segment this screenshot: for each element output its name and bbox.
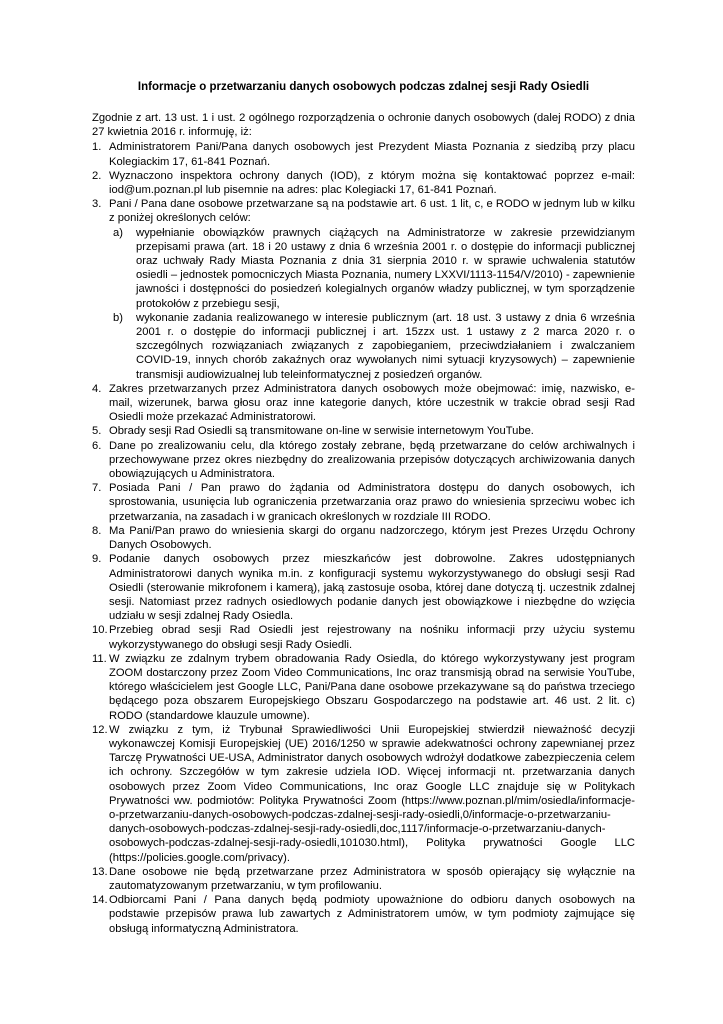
document-title: Informacje o przetwarzaniu danych osobowych podczas zdalnej sesji Rady Osiedli [137,81,590,93]
sub-list [109,226,635,382]
item-number: 7. [92,482,102,495]
item-text: Dane po zrealizowaniu celu, dla którego zostały zebrane, będą przetwarzane do celów archiwalnych i przechowywane przez okres niezbędny do zrealizowania przepisów dotyczących archiwizowania danych obowiązujących u Administratora. [109,439,635,481]
list-item [92,893,635,936]
item-text: Posiada Pani / Pan prawo do żądania od Administratora dostępu do danych osobowych, ich sprostowania, usunięcia lub ograniczenia przetwarzania oraz prawo do wniesienia sprzeciwu wobec ich przetwarzania, na zasadach i w granicach określonych w rozdziale III RODO. [109,482,635,523]
list-item [92,652,635,723]
list-item [92,197,635,382]
item-text: Zakres przetwarzanych przez Administratora danych osobowych może obejmować: imię, nazwisko, e-mail, wizerunek, barwa głosu oraz inne kategorie danych, które uczestnik w trakcie obrad sesji Rad Osiedli może przekazać Administratorowi. [109,382,635,424]
list-item [92,552,635,623]
item-number: 10. [92,624,108,637]
item-number: 11. [92,652,107,665]
item-text: W związku z tym, iż Trybunał Sprawiedliwości Unii Europejskiej stwierdził nieważność decyzji wykonawczej Komisji Europejskiej (UE) 2016/1250 w sprawie adekwatności ochrony zapewnianej przez Tarczę Prywatności UE-USA, Administrator danych osobowych wdrożył dodatkowe zabezpieczenia celem ich ochrony. Szczegółów w tym zakresie udziela IOD. Więcej informacji nt. przetwarzania danych osobowych przez Zoom Video Communications, Inc oraz Google LLC znajduje się w Politykach Prywatności ww. podmiotów: Polityka Prywatności Zoom (https://www.poznan.pl/mim/osiedla/informacje-o-przetwarzaniu-danych-osobowych-podczas-zdalnej-sesji-rady-osiedli,0/informacje-o-przetwarzaniu-danych-osobowych-podczas-zdalnej-sesji-rady-osiedli,doc,1117/informacje-o-przetwarzaniu-danych-osobowych-podczas-zdalnej-sesji-rady-osiedli,101030.html), Polityka prywatności Google LLC (https://policies.google.com/privacy). [109,723,635,864]
item-number: 12. [92,723,108,736]
sub-item-text: wypełnianie obowiązków prawnych ciążących na Administratorze w zakresie przewidzianym przepisami prawa (art. 18 i 20 ustawy z dnia 6 września 2001 r. o dostępie do informacji publicznej oraz uchwały Rady Miasta Poznania z dnia 31 sierpnia 2010 r. w sprawie uchwalenia statutów osiedli – jednostek pomocniczych Miasta Poznania, numery LXXVI/1113-1154/V/2010) - zapewnienie jawności i dostępności do posiedzeń kolegialnych organów władzy publicznej, w tym sporządzenie protokołów z przebiegu sesji, [136,226,635,310]
item-number: 1. [92,141,102,154]
list-item [92,623,635,651]
list-item [92,481,635,524]
item-text: Administratorem Pani/Pana danych osobowych jest Prezydent Miasta Poznania z siedzibą przy placu Kolegiackim 17, 61-841 Poznań. [109,141,635,168]
list-item [92,723,635,865]
list-item [92,382,635,425]
list-item [92,865,635,893]
sub-list-item [113,226,635,311]
item-text: Odbiorcami Pani / Pana danych będą podmioty upoważnione do odbioru danych osobowych na podstawie przepisów prawa lub zawartych z Administratorem umów, w tym podmioty zajmujące się obsługą informatyczną Administratora. [109,894,635,935]
item-number: 2. [92,169,102,182]
item-number: 6. [92,439,102,452]
item-text: Obrady sesji Rad Osiedli są transmitowane on-line w serwisie internetowym YouTube. [109,425,534,438]
intro-paragraph: Zgodnie z art. 13 ust. 1 i ust. 2 ogólnego rozporządzenia o ochronie danych osobowych (dalej RODO) z dnia 27 kwietnia 2016 r. informuję, iż: [92,112,635,139]
item-number: 4. [92,382,102,395]
list-item [92,524,635,552]
item-text: Przebieg obrad sesji Rad Osiedli jest rejestrowany na nośniku informacji przy użyciu systemu wykorzystywanego do obsługi sesji Rady Osiedli. [109,624,635,651]
item-text: Wyznaczono inspektora ochrony danych (IOD), z którym można się kontaktować poprzez e-mail: iod@um.poznan.pl lub pisemnie na adres: plac Kolegiacki 17, 61-841 Poznań. [109,169,635,197]
item-text: Dane osobowe nie będą przetwarzane przez Administratora w sposób opierający się wyłącznie na zautomatyzowanym przetwarzaniu, w tym profilowaniu. [109,865,635,892]
item-text: Pani / Pana dane osobowe przetwarzane są na podstawie art. 6 ust. 1 lit, c, e RODO w jednym lub w kilku z poniżej określonych celów: [109,198,635,225]
item-number: 5. [92,425,102,438]
sub-item-letter: a) [113,226,123,239]
item-number: 13. [92,865,108,878]
item-number: 9. [92,553,102,566]
list-item [92,169,635,197]
item-text: Ma Pani/Pan prawo do wniesienia skargi do organu nadzorczego, którym jest Prezes Urzędu Ochrony Danych Osobowych. [109,524,635,552]
list-item [92,424,635,438]
item-text: W związku ze zdalnym trybem obradowania Rady Osiedla, do którego wykorzystywany jest program ZOOM dostarczony przez Zoom Video Communications, Inc oraz transmisją obrad na serwisie YouTube, którego właścicielem jest Google LLC, Pani/Pana dane osobowe przekazywane są do państwa trzeciego będącego poza obszarem Europejskiego Obszaru Gospodarczego na podstawie art. 46 ust. 2 lit. c) RODO (standardowe klauzule umowne). [109,652,635,722]
item-number: 14. [92,894,108,907]
numbered-list [92,140,635,935]
list-item [92,439,635,482]
item-number: 8. [92,524,102,537]
item-number: 3. [92,198,102,211]
sub-item-text: wykonanie zadania realizowanego w interesie publicznym (art. 18 ust. 3 ustawy z dnia 6 września 2001 r. o dostępie do informacji publicznej i art. 15zzx ust. 1 ustawy z 2 marca 2020 r. o szczególnych rozwiązaniach związanych z zapobieganiem, przeciwdziałaniem i zwalczaniem COVID-19, innych chorób zakaźnych oraz wywołanych nimi sytuacji kryzysowych) – zapewnienie transmisji audiowizualnej lub teleinformatycznej z posiedzeń organów. [136,311,635,381]
sub-item-letter: b) [113,311,123,324]
list-item [92,140,635,168]
sub-list-item [113,311,635,382]
item-text: Podanie danych osobowych przez mieszkańców jest dobrowolne. Zakres udostępnianych Administratorowi danych wynika m.in. z konfiguracji systemu wykorzystywanego do obsługi sesji Rad Osiedli (sterowanie mikrofonem i kamerą), jaką zastosuje osoba, której dane dotyczą tj. uczestnik zdalnej sesji. Natomiast przez radnych osiedlowych podanie danych jest obowiązkowe i niezbędne do wzięcia udziału w sesji zdalnej Rady Osiedla. [109,553,635,623]
